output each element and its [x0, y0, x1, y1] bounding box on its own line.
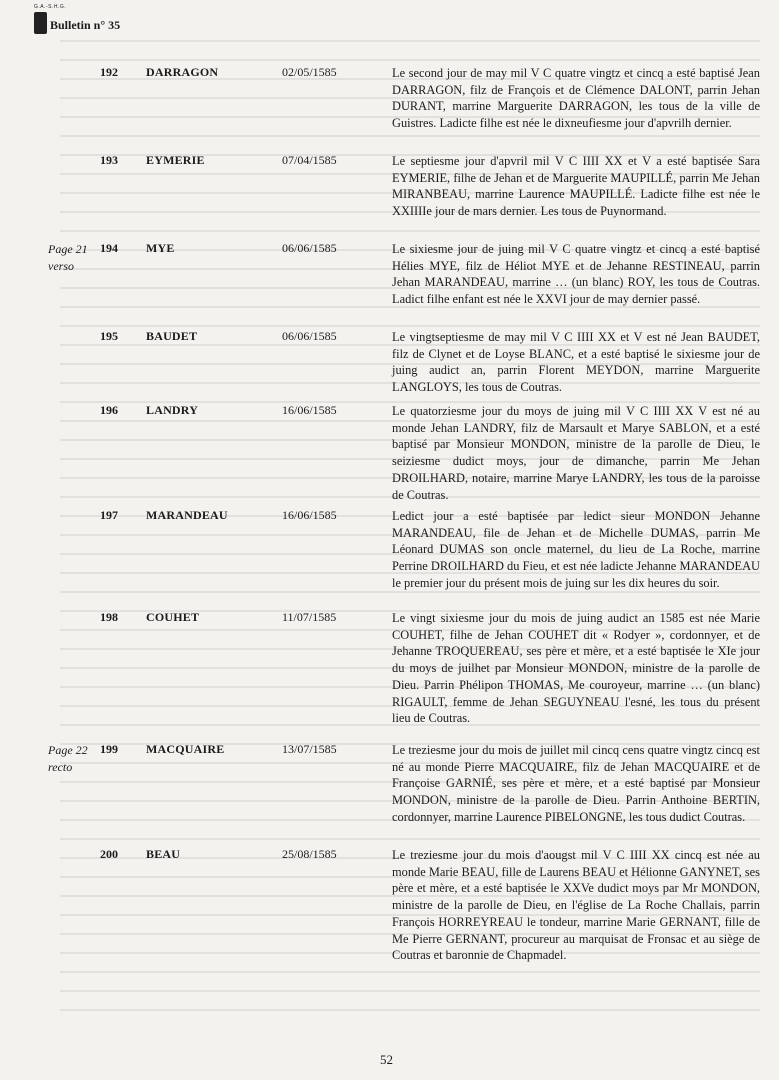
record-number: 193 — [100, 153, 118, 167]
record-text: Ledict jour a esté baptisée par ledict sieur MONDON Jehanne MARANDEAU, file de Jehan et de Michelle DUMAS, parrin Me Léonard DUMAS son oncle maternel, du lieu de La Roche, marrine Perrine DROILHARD du Fieu, et est née ladicte Jehanne MARANDEAU le premier jour du présent mois de juing sur les dix heures du soir. — [392, 509, 760, 590]
record-surname: MYE — [146, 241, 175, 255]
record-surname: MARANDEAU — [146, 508, 228, 522]
record-surname: BEAU — [146, 847, 181, 861]
record-text: Le vingtseptiesme de may mil V C IIII XX et V est né Jean BAUDET, filz de Clynet et de Loyse BLANC, et a esté baptisé le sixiesme jour de juing audict an, parrin Florent MEYDON, marrine Marguerite LANGLOYS, les tous de Coutras. — [392, 330, 760, 395]
record-text: Le septiesme jour d'apvril mil V C IIII XX et V a esté baptisée Sara EYMERIE, filhe de Jehan et de Marguerite MAUPILLÉ, parrin Me Jehan MIRANBEAU, marrine Laurence MAUPILLÉ. Ladicte filhe est née le XXIIIIe jour de mars dernier. Les tous de Puynormand. — [392, 154, 760, 219]
record-number: 194 — [100, 241, 118, 255]
logo-caption: G.A.-S.H.G. — [34, 4, 67, 10]
record-surname: EYMERIE — [146, 153, 205, 167]
record-surname: DARRAGON — [146, 65, 219, 79]
page-note: Page 22 recto — [48, 743, 88, 774]
record-date: 02/05/1585 — [282, 65, 337, 79]
record-surname: MACQUAIRE — [146, 742, 225, 756]
page-note: Page 21 verso — [48, 242, 88, 273]
record-text: Le quatorziesme jour du moys de juing mil V C IIII XX V est né au monde Jehan LANDRY, filz de Marsault et Marye SABLON, et a esté baptisé par Monsieur MONDON, ministre de la parolle de Dieu, le seiziesme dudict moys, jour de dimanche, parrin Me Jehan DROILHARD, notaire, marrine Marye LANDRY, les tous de la paroisse de Coutras. — [392, 404, 760, 502]
record-text: Le treziesme jour du mois de juillet mil cincq cens quatre vingtz cincq est né au monde Pierre MACQUAIRE, filz de Jehan MACQUAIRE et de Françoise GARNIÉ, ses père et mère, et a esté baptisé par Monsieur MONDON, ministre de la parolle de Dieu. Parrin Anthoine BERTIN, cordonnyer, marrine Laurence PIBELONGNE, les tous dudict Coutras. — [392, 743, 760, 824]
bulletin-logo-icon — [34, 12, 47, 34]
page-number: 52 — [380, 1052, 393, 1067]
record-date: 25/08/1585 — [282, 847, 337, 861]
record-date: 06/06/1585 — [282, 329, 337, 343]
bulletin-title: Bulletin n° 35 — [50, 18, 121, 32]
record-number: 200 — [100, 847, 118, 861]
record-number: 192 — [100, 65, 118, 79]
record-surname: COUHET — [146, 610, 200, 624]
record-surname: BAUDET — [146, 329, 198, 343]
record-text: Le vingt sixiesme jour du mois de juing audict an 1585 est née Marie COUHET, filhe de Jehan COUHET dit « Rodyer », cordonnyer, et de Jehanne TROQUEREAU, ses père et mère, et a esté baptisée le XIe jour du moys de juilhet par Monsieur MONDON, ministre de la parolle de Dieu. Parrin Phélipon THOMAS, Me couroyeur, marrine … (un blanc) RIGAULT, femme de Jehan SEGUYNEAU l'esné, les tous du présent lieu de Coutras. — [392, 611, 760, 726]
record-text: Le second jour de may mil V C quatre vingtz et cincq a esté baptisé Jean DARRAGON, filz de François et de Clémence DALONT, parrin Jehan DURANT, marrine Marguerite DARRAGON, les tous de la ville de Guistres. Ladicte filhe est née le dixneufiesme jour d'apvrilh dernier. — [392, 66, 760, 131]
record-date: 06/06/1585 — [282, 241, 337, 255]
record-text: Le treziesme jour du mois d'aougst mil V C IIII XX cincq est née au monde Marie BEAU, fille de Laurens BEAU et Hélionne GANYNET, ses père et mère, et a esté baptisée le XXVe dudict moys par Mr MONDON, ministre de la parolle de Dieu, en l'église de La Roche Challais, parrin François HORREYREAU le tondeur, marrine Marie GERNANT, fille de Me Pierre GERNANT, procureur au marquisat de Fronsac et au siège de Coutras et baronnie de Chapmadel. — [392, 848, 760, 963]
record-text: Le sixiesme jour de juing mil V C quatre vingtz et cincq a esté baptisé Hélies MYE, filz de Héliot MYE et de Jehanne RESTINEAU, parrin Jehan MARANDEAU, marrine … (un blanc) ROY, les tous de Coutras. Ladict filhe enfant est née le XXVI jour de may dernier passé. — [392, 242, 760, 307]
record-date: 07/04/1585 — [282, 153, 337, 167]
record-number: 198 — [100, 610, 118, 624]
record-number: 199 — [100, 742, 118, 756]
record-number: 195 — [100, 329, 118, 343]
record-surname: LANDRY — [146, 403, 199, 417]
record-number: 196 — [100, 403, 118, 417]
record-date: 16/06/1585 — [282, 508, 337, 522]
record-number: 197 — [100, 508, 118, 522]
record-date: 16/06/1585 — [282, 403, 337, 417]
record-date: 11/07/1585 — [282, 610, 337, 624]
record-date: 13/07/1585 — [282, 742, 337, 756]
page-header — [34, 4, 234, 40]
